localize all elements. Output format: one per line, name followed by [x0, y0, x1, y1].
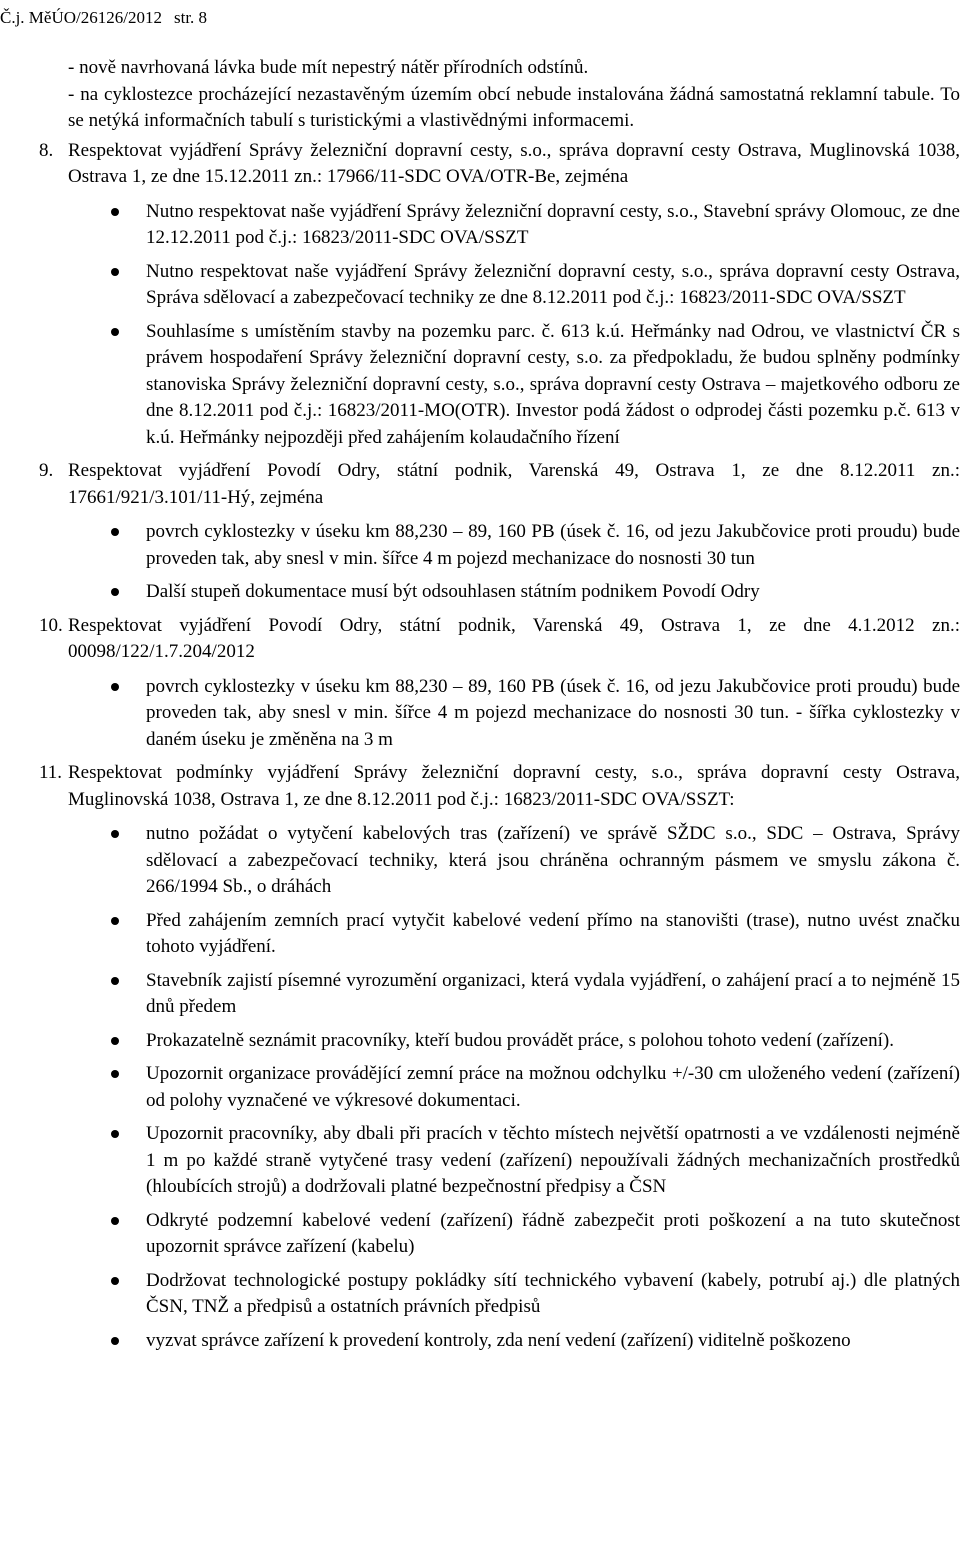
bullet-list — [0, 519, 960, 606]
list-item-text: Nutno respektovat naše vyjádření Správy železniční dopravní cesty, s.o., Stavební správy Olomouc, ze dne 12.12.2011 pod č.j.: 16823/2011-SDC OVA/SSZT — [146, 200, 960, 248]
list-item — [0, 259, 960, 312]
bullet-icon — [111, 268, 119, 276]
document-reference: Č.j. MěÚO/26126/2012 — [0, 8, 162, 27]
section-heading — [0, 458, 960, 511]
bullet-icon — [111, 1037, 119, 1045]
bullet-icon — [111, 208, 119, 216]
page-number: str. 8 — [174, 8, 208, 27]
page-header — [0, 8, 208, 28]
list-item — [0, 519, 960, 572]
section-11 — [0, 760, 960, 1354]
list-item-text: Stavebník zajistí písemné vyrozumění organizaci, která vydala vyjádření, o zahájení prací a to nejméně 15 dnů předem — [146, 969, 960, 1017]
section-text: Respektovat vyjádření Správy železniční dopravní cesty, s.o., správa dopravní cesty Ostrava, Muglinovská 1038, Ostrava 1, ze dne 15.12.2011 zn.: 17966/11-SDC OVA/OTR-Be, zejména — [68, 139, 960, 187]
list-item-text: vyzvat správce zařízení k provedení kontroly, zda není vedení (zařízení) viditelně poškozeno — [146, 1329, 851, 1351]
list-item-text: Před zahájením zemních prací vytyčit kabelové vedení přímo na stanovišti (trase), nutno uvést značku tohoto vyjádření. — [146, 909, 960, 957]
section-text: Respektovat vyjádření Povodí Odry, státní podnik, Varenská 49, Ostrava 1, ze dne 8.12.2011 zn.: 17661/921/3.101/11-Hý, zejména — [68, 460, 960, 508]
bullet-list — [0, 674, 960, 754]
bullet-icon — [111, 1070, 119, 1078]
section-heading — [0, 760, 960, 813]
section-10 — [0, 613, 960, 754]
section-8 — [0, 138, 960, 452]
list-item-text: nutno požádat o vytyčení kabelových tras (zařízení) ve správě SŽDC s.o., SDC – Ostrava, Správy sdělovací a zabezpečovací techniky, která jsou chráněna ochranným pásmem ve smyslu zákona č. 266/1994 Sb., o dráhách — [146, 823, 960, 897]
list-item — [0, 579, 960, 606]
list-item-text: povrch cyklostezky v úseku km 88,230 – 89, 160 PB (úsek č. 16, od jezu Jakubčovice proti proudu) bude proveden tak, aby snesl v min. šířce 4 m pojezd mechanizace do nosnosti 30 tun. - šířka cyklostezky v daném úseku je změněna na 3 m — [146, 675, 960, 750]
bullet-icon — [111, 977, 119, 985]
list-item-text: Odkryté podzemní kabelové vedení (zařízení) řádně zabezpečit proti poškození a na tuto skutečnost upozornit správce zařízení (kabelu) — [146, 1209, 960, 1257]
list-item-text: Další stupeň dokumentace musí být odsouhlasen státním podnikem Povodí Odry — [146, 581, 760, 602]
list-item — [0, 199, 960, 252]
list-item-text: Upozornit organizace provádějící zemní práce na možnou odchylku +/-30 cm uloženého vedení (zařízení) od polohy vyznačené ve výkresové dokumentaci. — [146, 1063, 960, 1111]
section-number: 8. — [39, 139, 54, 161]
list-item — [0, 1028, 960, 1055]
section-number: 10. — [39, 614, 63, 636]
section-heading — [0, 613, 960, 666]
bullet-icon — [111, 1217, 119, 1225]
list-item — [0, 1268, 960, 1321]
section-text: Respektovat vyjádření Povodí Odry, státní podnik, Varenská 49, Ostrava 1, ze dne 4.1.2012 zn.: 00098/122/1.7.204/2012 — [68, 614, 960, 662]
list-item-text: povrch cyklostezky v úseku km 88,230 – 89, 160 PB (úsek č. 16, od jezu Jakubčovice proti proudu) bude proveden tak, aby snesl v min. šířce 4 m pojezd mechanizace do nosnosti 30 tun — [146, 521, 960, 569]
list-item — [0, 674, 960, 754]
list-item — [0, 908, 960, 961]
list-item — [0, 319, 960, 452]
section-9 — [0, 458, 960, 606]
bullet-icon — [111, 917, 119, 925]
list-item — [0, 1328, 960, 1355]
section-heading — [0, 138, 960, 191]
bullet-icon — [111, 830, 119, 838]
list-item — [0, 821, 960, 901]
document-body — [0, 55, 960, 1361]
list-item-text: Nutno respektovat naše vyjádření Správy železniční dopravní cesty, s.o., správa dopravní cesty Ostrava, Správa sdělovací a zabezpečovací techniky ze dne 8.12.2011 pod č.j.: 16823/2011-SDC OVA/SSZT — [146, 260, 960, 308]
intro-paragraph: - nově navrhovaná lávka bude mít nepestrý nátěr přírodních odstínů. — [68, 57, 589, 78]
bullet-icon — [111, 1277, 119, 1285]
list-item-text: Prokazatelně seznámit pracovníky, kteří budou provádět práce, s polohou tohoto vedení (zařízení). — [146, 1029, 894, 1051]
bullet-icon — [111, 528, 119, 536]
list-item — [0, 1208, 960, 1261]
list-item — [0, 968, 960, 1021]
list-item-text: Dodržovat technologické postupy pokládky sítí technického vybavení (kabely, potrubí aj.) dle platných ČSN, TNŽ a předpisů a ostatních právních předpisů — [146, 1269, 960, 1317]
list-item — [0, 1121, 960, 1201]
section-number: 11. — [39, 762, 63, 783]
bullet-icon — [111, 683, 119, 691]
list-item-text: Upozornit pracovníky, aby dbali při pracích v těchto místech největší opatrnosti a ve vzdálenosti nejméně 1 m po každé straně vytyčené trasy vedení (zařízení) nepoužívali žádných mechanizačních prostředků (hloubících strojů) a dodržovali platné bezpečnostní předpisy a ČSN — [146, 1123, 960, 1197]
bullet-list — [0, 199, 960, 452]
bullet-list — [0, 821, 960, 1354]
bullet-icon — [111, 1337, 119, 1345]
section-text: Respektovat podmínky vyjádření Správy železniční dopravní cesty, s.o., správa dopravní cesty Ostrava, Muglinovská 1038, Ostrava 1, ze dne 8.12.2011 pod č.j.: 16823/2011-SDC OVA/SSZT: — [68, 762, 960, 810]
list-item-text: Souhlasíme s umístěním stavby na pozemku parc. č. 613 k.ú. Heřmánky nad Odrou, ve vlastnictví ČR s právem hospodaření Správy železniční dopravní cesty, s.o. za předpokladu, že budou splněny podmínky stanoviska Správy železniční dopravní cesty, s.o., správa dopravní cesty Ostrava – majetkového odboru ze dne 8.12.2011 pod č.j.: 16823/2011-MO(OTR). Investor podá žádost o odprodej části pozemku p.č. 613 v k.ú. Heřmánky nejpozději před zahájením kolaudačního řízení — [146, 320, 960, 448]
bullet-icon — [111, 328, 119, 336]
list-item — [0, 1061, 960, 1114]
section-number: 9. — [39, 460, 54, 481]
bullet-icon — [111, 1130, 119, 1138]
bullet-icon — [111, 588, 119, 596]
intro-paragraph: - na cyklostezce procházející nezastavěným územím obcí nebude instalována žádná samostatná reklamní tabule. To se netýká informačních tabulí s turistickými a vlastivědnými informacemi. — [68, 83, 960, 131]
